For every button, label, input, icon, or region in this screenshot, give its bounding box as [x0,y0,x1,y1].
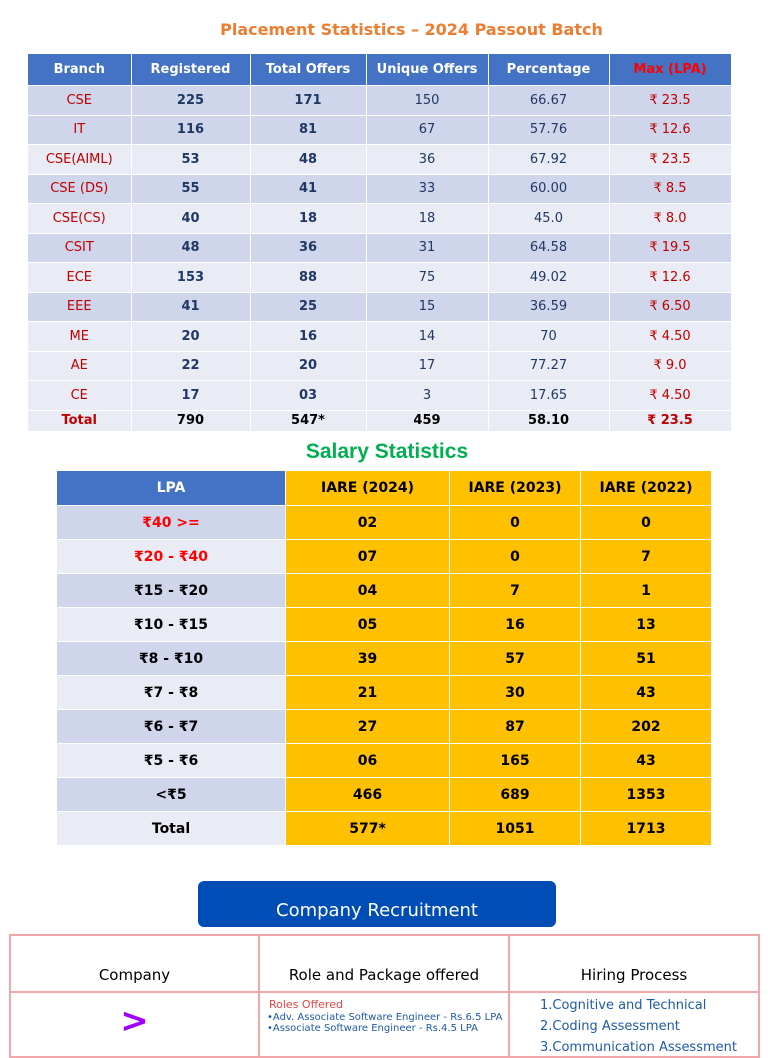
registered-cell: 48 [131,233,250,263]
count-2023-cell: 165 [450,744,581,778]
count-2024-cell: 04 [286,574,450,608]
max-lpa-cell: ₹ 23.5 [609,86,731,116]
percentage-cell: 49.02 [488,263,609,293]
lpa-range-cell: ₹6 - ₹7 [57,710,286,744]
col-header-role-package: Role and Package offered [259,935,509,992]
count-2023-cell: 0 [450,540,581,574]
table-row [57,710,712,744]
registered-cell: 53 [131,145,250,175]
col-header-lpa: LPA [57,471,286,506]
percentage-cell: 67.92 [488,145,609,175]
lpa-range-cell: ₹10 - ₹15 [57,608,286,642]
lpa-range-cell: ₹40 >= [57,506,286,540]
percentage-cell: 36.59 [488,292,609,322]
total-offers-cell: 03 [250,381,366,411]
lpa-range-cell: ₹8 - ₹10 [57,642,286,676]
branch-cell: IT [28,115,131,145]
total-offers-cell: 16 [250,322,366,352]
total-offers-cell: 20 [250,351,366,381]
registered-cell: 17 [131,381,250,411]
total-offers-cell: 41 [250,174,366,204]
registered-cell: 41 [131,292,250,322]
percentage-cell: 45.0 [488,204,609,234]
role-package-cell [259,992,509,1057]
total-unique-offers-cell: 459 [366,410,488,431]
col-header-unique-offers: Unique Offers [366,54,488,86]
lpa-range-cell: ₹5 - ₹6 [57,744,286,778]
percentage-cell: 17.65 [488,381,609,411]
count-2024-cell: 466 [286,778,450,812]
col-header-percentage: Percentage [488,54,609,86]
unique-offers-cell: 15 [366,292,488,322]
count-2022-cell: 1713 [581,812,712,846]
registered-cell: 20 [131,322,250,352]
percentage-cell: 57.76 [488,115,609,145]
total-offers-cell: 25 [250,292,366,322]
table-row [28,322,731,352]
table-row [28,351,731,381]
placement-title: Placement Statistics – 2024 Passout Batch [220,20,603,39]
lpa-range-cell: <₹5 [57,778,286,812]
count-2023-cell: 7 [450,574,581,608]
table-row [57,540,712,574]
table-row [10,992,759,1057]
branch-cell: EEE [28,292,131,322]
table-row [28,145,731,175]
table-row [28,115,731,145]
total-offers-sum-cell: 547* [250,410,366,431]
col-header-2023: IARE (2023) [450,471,581,506]
unique-offers-cell: 18 [366,204,488,234]
percentage-cell: 66.67 [488,86,609,116]
count-2024-cell: 577* [286,812,450,846]
table-row [28,174,731,204]
total-registered-cell: 790 [131,410,250,431]
count-2022-cell: 7 [581,540,712,574]
max-lpa-cell: ₹ 6.50 [609,292,731,322]
count-2024-cell: 05 [286,608,450,642]
table-row [28,263,731,293]
total-offers-cell: 171 [250,86,366,116]
lpa-range-cell: Total [57,812,286,846]
max-lpa-cell: ₹ 8.5 [609,174,731,204]
table-row [57,676,712,710]
branch-cell: ME [28,322,131,352]
branch-cell: CSE [28,86,131,116]
count-2022-cell: 43 [581,744,712,778]
unique-offers-cell: 150 [366,86,488,116]
count-2024-cell: 07 [286,540,450,574]
registered-cell: 22 [131,351,250,381]
count-2023-cell: 0 [450,506,581,540]
registered-cell: 55 [131,174,250,204]
count-2024-cell: 39 [286,642,450,676]
branch-cell: CE [28,381,131,411]
count-2023-cell: 16 [450,608,581,642]
count-2024-cell: 06 [286,744,450,778]
salary-header-row [57,471,712,506]
company-cell [10,992,259,1057]
total-offers-cell: 18 [250,204,366,234]
unique-offers-cell: 31 [366,233,488,263]
unique-offers-cell: 3 [366,381,488,411]
company-logo-icon: > [120,1001,149,1041]
table-row [57,608,712,642]
count-2023-cell: 689 [450,778,581,812]
count-2022-cell: 43 [581,676,712,710]
count-2023-cell: 30 [450,676,581,710]
unique-offers-cell: 75 [366,263,488,293]
table-row [57,744,712,778]
percentage-cell: 77.27 [488,351,609,381]
count-2022-cell: 0 [581,506,712,540]
max-lpa-cell: ₹ 9.0 [609,351,731,381]
total-percentage-cell: 58.10 [488,410,609,431]
col-header-max-lpa: Max (LPA) [609,54,731,86]
table-row [28,292,731,322]
max-lpa-cell: ₹ 23.5 [609,145,731,175]
table-row [57,642,712,676]
registered-cell: 225 [131,86,250,116]
table-row [28,233,731,263]
max-lpa-cell: ₹ 4.50 [609,322,731,352]
branch-cell: CSIT [28,233,131,263]
count-2022-cell: 51 [581,642,712,676]
roles-list [267,1012,508,1034]
count-2023-cell: 57 [450,642,581,676]
col-header-registered: Registered [131,54,250,86]
lpa-range-cell: ₹15 - ₹20 [57,574,286,608]
count-2024-cell: 21 [286,676,450,710]
max-lpa-cell: ₹ 12.6 [609,263,731,293]
table-row [57,574,712,608]
process-step: 3.Communication Assessment [540,1040,737,1055]
max-lpa-cell: ₹ 4.50 [609,381,731,411]
table-row [57,778,712,812]
process-step: 1.Cognitive and Technical [540,998,707,1013]
table-row [28,381,731,411]
count-2022-cell: 202 [581,710,712,744]
company-recruitment-button[interactable]: Company Recruitment [198,881,556,927]
max-lpa-cell: ₹ 12.6 [609,115,731,145]
unique-offers-cell: 36 [366,145,488,175]
unique-offers-cell: 33 [366,174,488,204]
unique-offers-cell: 14 [366,322,488,352]
total-row [28,410,731,431]
branch-cell: AE [28,351,131,381]
branch-cell: CSE (DS) [28,174,131,204]
branch-cell: CSE(CS) [28,204,131,234]
total-offers-cell: 81 [250,115,366,145]
lpa-range-cell: ₹7 - ₹8 [57,676,286,710]
table-row [28,86,731,116]
percentage-cell: 60.00 [488,174,609,204]
col-header-2022: IARE (2022) [581,471,712,506]
roles-heading: Roles Offered [269,998,343,1011]
registered-cell: 40 [131,204,250,234]
salary-table [56,470,712,846]
count-2024-cell: 27 [286,710,450,744]
count-2022-cell: 1353 [581,778,712,812]
recruitment-table [9,934,760,1058]
table-row [57,506,712,540]
total-label-cell: Total [28,410,131,431]
total-offers-cell: 88 [250,263,366,293]
total-max-lpa-cell: ₹ 23.5 [609,410,731,431]
process-step: 2.Coding Assessment [540,1019,680,1034]
registered-cell: 116 [131,115,250,145]
salary-total-row [57,812,712,846]
list-item: • Adv. Associate Software Engineer - Rs.6.5 LPA [267,1012,508,1023]
total-offers-cell: 48 [250,145,366,175]
count-2023-cell: 1051 [450,812,581,846]
recruitment-header-row [10,935,759,992]
registered-cell: 153 [131,263,250,293]
max-lpa-cell: ₹ 8.0 [609,204,731,234]
hiring-process-cell [509,992,759,1057]
table-row [28,204,731,234]
max-lpa-cell: ₹ 19.5 [609,233,731,263]
col-header-hiring-process: Hiring Process [509,935,759,992]
count-2024-cell: 02 [286,506,450,540]
branch-cell: ECE [28,263,131,293]
placement-table [28,54,732,431]
salary-title: Salary Statistics [305,440,469,463]
col-header-branch: Branch [28,54,131,86]
count-2022-cell: 13 [581,608,712,642]
count-2023-cell: 87 [450,710,581,744]
branch-cell: CSE(AIML) [28,145,131,175]
percentage-cell: 64.58 [488,233,609,263]
col-header-company: Company [10,935,259,992]
lpa-range-cell: ₹20 - ₹40 [57,540,286,574]
placement-header-row [28,54,731,86]
unique-offers-cell: 17 [366,351,488,381]
list-item: • Associate Software Engineer - Rs.4.5 LPA [267,1023,508,1034]
total-offers-cell: 36 [250,233,366,263]
col-header-2024: IARE (2024) [286,471,450,506]
col-header-total-offers: Total Offers [250,54,366,86]
unique-offers-cell: 67 [366,115,488,145]
percentage-cell: 70 [488,322,609,352]
count-2022-cell: 1 [581,574,712,608]
